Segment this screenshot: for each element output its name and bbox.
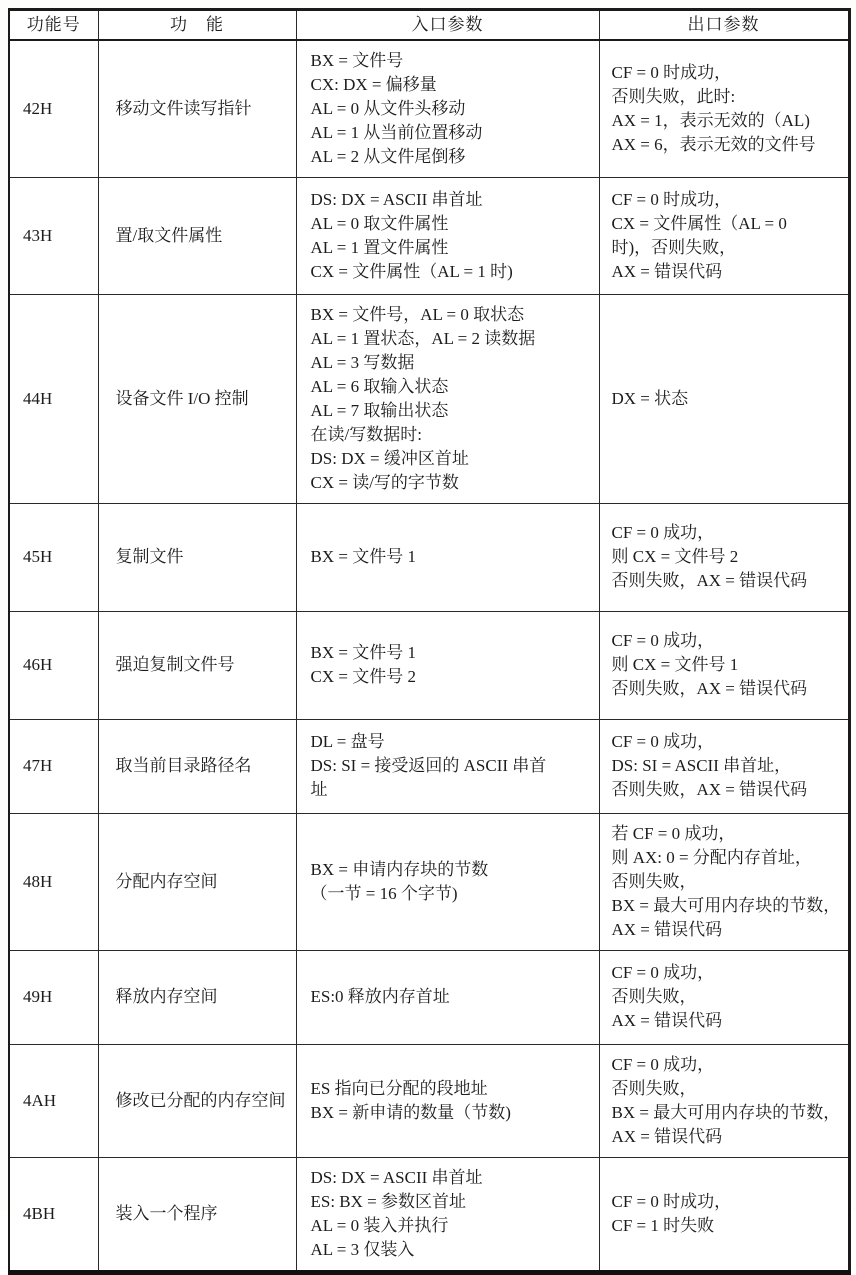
param-line: CF = 0 时成功， (611, 62, 732, 82)
param-line: CX = 文件号 2 (310, 667, 416, 686)
param-line: CF = 0 成功， (611, 732, 715, 751)
param-line: AL = 2 从文件尾倒移 (310, 146, 466, 166)
table-row (9, 719, 849, 813)
entry-params-cell (296, 503, 599, 611)
param-line: BX = 文件号 (310, 50, 404, 70)
param-line: 否则失败，此时: (611, 86, 736, 106)
table-row (9, 503, 849, 611)
param-line: AX = 错误代码 (611, 919, 723, 939)
param-line: BX = 文件号 1 (310, 643, 416, 662)
param-line: 否则失败，AX = 错误代码 (611, 780, 808, 799)
entry-params-cell (296, 950, 599, 1044)
function-name-cell: 强迫复制文件号 (98, 611, 296, 719)
param-line: CF = 1 时失败 (611, 1215, 715, 1235)
exit-params-cell (599, 950, 849, 1044)
param-line: BX = 文件号 1 (310, 547, 416, 566)
exit-params-cell (599, 813, 849, 950)
function-number-cell: 46H (9, 611, 98, 719)
param-line: CX: DX = 偏移量 (310, 74, 437, 94)
table-row (9, 294, 849, 503)
param-line: CF = 0 成功， (611, 631, 715, 650)
exit-params-cell (599, 177, 849, 294)
param-line: CF = 0 成功， (611, 523, 715, 542)
param-line: AX = 1，表示无效的（AL) (611, 110, 810, 130)
param-line: BX = 最大可用内存块的节数， (611, 895, 841, 915)
param-line: AL = 1 置文件属性 (310, 237, 449, 257)
entry-params-cell (296, 611, 599, 719)
function-name-cell: 修改已分配的内存空间 (98, 1044, 296, 1157)
function-number-cell: 44H (9, 294, 98, 503)
entry-params-cell (296, 40, 599, 178)
param-line: BX = 文件号，AL = 0 取状态 (310, 304, 525, 324)
exit-params-cell (599, 503, 849, 611)
table-row (9, 950, 849, 1044)
param-line: AL = 1 从当前位置移动 (310, 122, 483, 142)
param-line: DS: SI = ASCII 串首址， (611, 756, 792, 775)
param-line: ES:0 释放内存首址 (310, 987, 450, 1006)
function-name-cell: 装入一个程序 (98, 1157, 296, 1272)
param-line: 时)，否则失败， (611, 237, 737, 257)
table-row (9, 40, 849, 178)
function-name-cell: 复制文件 (98, 503, 296, 611)
function-name-cell: 设备文件 I/O 控制 (98, 294, 296, 503)
param-line: AX = 错误代码 (611, 1126, 723, 1146)
entry-params-cell (296, 177, 599, 294)
function-number-cell: 49H (9, 950, 98, 1044)
exit-params-cell (599, 40, 849, 178)
param-line: AL = 0 从文件头移动 (310, 98, 466, 118)
param-line: AL = 7 取输出状态 (310, 400, 449, 420)
param-line: 否则失败，AX = 错误代码 (611, 679, 808, 698)
param-line: AX = 错误代码 (611, 1011, 723, 1030)
param-line: 否则失败， (611, 987, 697, 1006)
param-line: CF = 0 时成功， (611, 189, 732, 209)
column-header-function-name: 功 能 (98, 10, 296, 40)
function-number-cell: 47H (9, 719, 98, 813)
param-line: 否则失败， (611, 1078, 697, 1098)
param-line: DS: DX = 缓冲区首址 (310, 448, 469, 468)
function-number-cell: 4BH (9, 1157, 98, 1272)
param-line: AL = 0 装入并执行 (310, 1215, 449, 1235)
param-line: 则 AX: 0 = 分配内存首址， (611, 847, 812, 867)
entry-params-cell (296, 294, 599, 503)
param-line: 址 (310, 780, 328, 799)
function-number-cell: 48H (9, 813, 98, 950)
function-name-cell: 取当前目录路径名 (98, 719, 296, 813)
param-line: CX = 文件属性（AL = 0 (611, 213, 787, 233)
param-line: 在读/写数据时: (310, 424, 422, 444)
entry-params-cell (296, 1044, 599, 1157)
param-line: AX = 错误代码 (611, 261, 723, 281)
param-line: DS: SI = 接受返回的 ASCII 串首 (310, 756, 547, 775)
param-line: ES: BX = 参数区首址 (310, 1191, 467, 1211)
entry-params-cell (296, 719, 599, 813)
function-number-cell: 4AH (9, 1044, 98, 1157)
param-line: AL = 3 写数据 (310, 352, 415, 372)
param-line: AX = 6，表示无效的文件号 (611, 134, 816, 154)
table-row (9, 1044, 849, 1157)
param-line: AL = 0 取文件属性 (310, 213, 449, 233)
table-header-row (9, 10, 849, 40)
param-line: CF = 0 成功， (611, 963, 715, 982)
function-name-cell: 分配内存空间 (98, 813, 296, 950)
exit-params-cell (599, 1157, 849, 1272)
column-header-entry-params: 入口参数 (296, 10, 599, 40)
exit-params-cell (599, 294, 849, 503)
param-line: 则 CX = 文件号 1 (611, 655, 739, 674)
table-body (9, 40, 849, 1273)
column-header-exit-params: 出口参数 (599, 10, 849, 40)
param-line: CX = 读/写的字节数 (310, 472, 459, 492)
param-line: 则 CX = 文件号 2 (611, 547, 739, 566)
function-number-cell: 42H (9, 40, 98, 178)
param-line: DX = 状态 (611, 388, 689, 408)
function-name-cell: 移动文件读写指针 (98, 40, 296, 178)
table-row (9, 813, 849, 950)
entry-params-cell (296, 813, 599, 950)
param-line: BX = 新申请的数量（节数) (310, 1102, 511, 1122)
dos-function-reference-table (8, 8, 851, 1275)
param-line: （一节 = 16 个字节) (310, 883, 458, 903)
param-line: BX = 最大可用内存块的节数， (611, 1102, 841, 1122)
param-line: 否则失败， (611, 871, 697, 891)
param-line: DL = 盘号 (310, 732, 385, 751)
param-line: 否则失败，AX = 错误代码 (611, 571, 808, 590)
entry-params-cell (296, 1157, 599, 1272)
param-line: DS: DX = ASCII 串首址 (310, 189, 483, 209)
column-header-function-number: 功能号 (9, 10, 98, 40)
param-line: CF = 0 成功， (611, 1054, 715, 1074)
exit-params-cell (599, 1044, 849, 1157)
param-line: AL = 3 仅装入 (310, 1239, 415, 1259)
param-line: ES 指向已分配的段地址 (310, 1078, 488, 1098)
table-row (9, 611, 849, 719)
param-line: BX = 申请内存块的节数 (310, 859, 489, 879)
param-line: AL = 6 取输入状态 (310, 376, 449, 396)
exit-params-cell (599, 611, 849, 719)
param-line: DS: DX = ASCII 串首址 (310, 1167, 483, 1187)
function-number-cell: 43H (9, 177, 98, 294)
param-line: CF = 0 时成功， (611, 1191, 732, 1211)
param-line: AL = 1 置状态，AL = 2 读数据 (310, 328, 536, 348)
param-line: 若 CF = 0 成功， (611, 823, 736, 843)
exit-params-cell (599, 719, 849, 813)
table-row (9, 1157, 849, 1272)
param-line: CX = 文件属性（AL = 1 时) (310, 261, 513, 281)
function-number-cell: 45H (9, 503, 98, 611)
function-name-cell: 置/取文件属性 (98, 177, 296, 294)
function-name-cell: 释放内存空间 (98, 950, 296, 1044)
table-row (9, 177, 849, 294)
